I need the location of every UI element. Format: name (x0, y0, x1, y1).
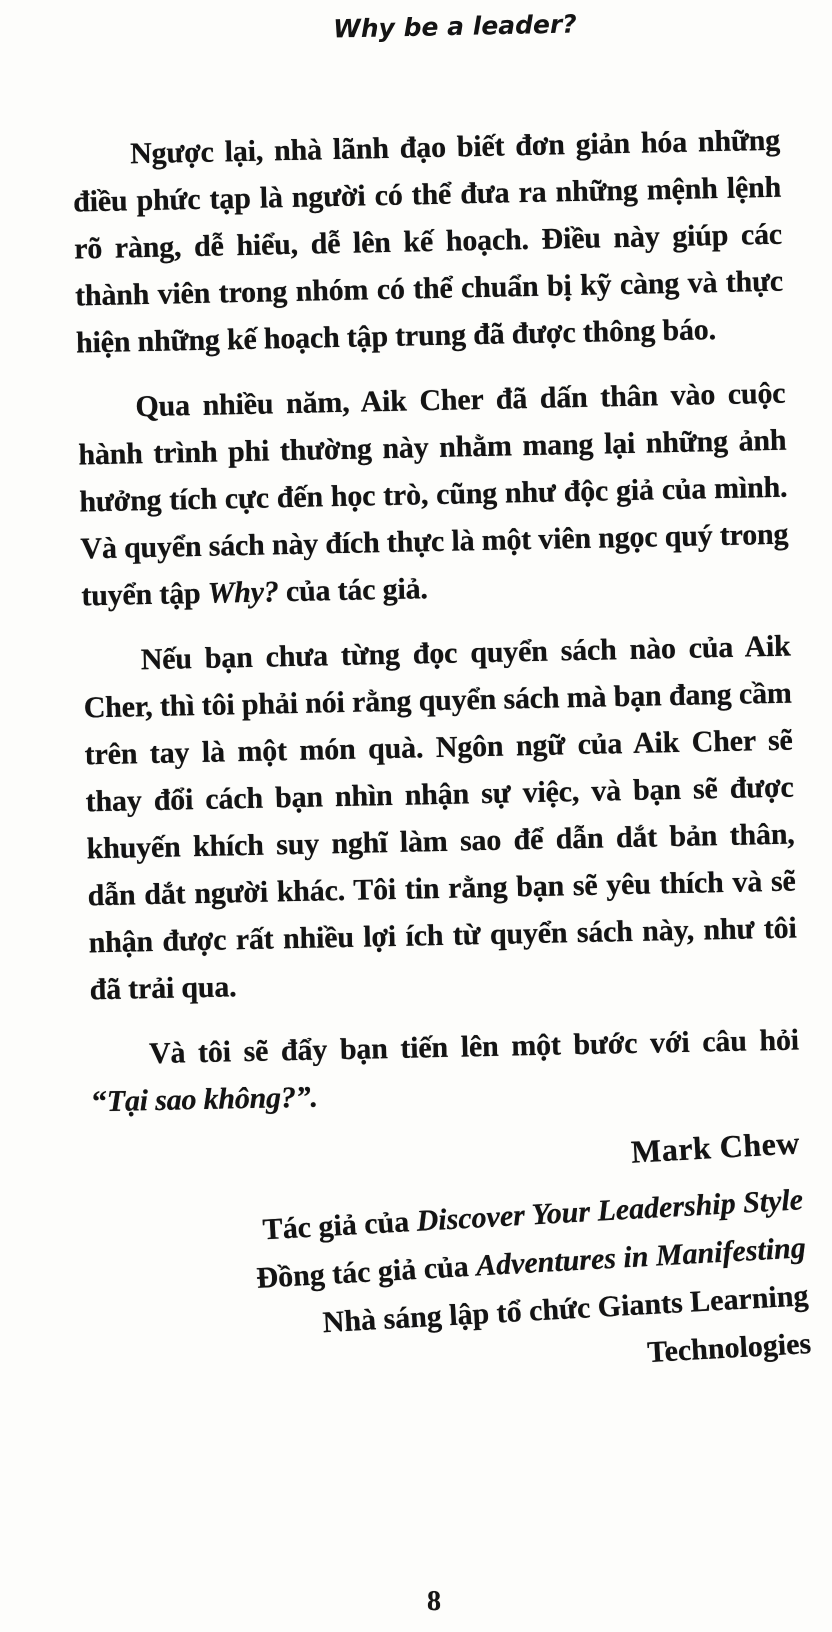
quoted-question: Tại sao không?”. (106, 1080, 319, 1118)
signature-name: Mark Chew (630, 1124, 801, 1170)
text-run: Tác giả của (261, 1204, 418, 1247)
body-text (72, 117, 801, 1126)
running-head-title: Why be a leader? (332, 9, 578, 44)
text-run: Technologies (646, 1327, 812, 1370)
text-run: Đồng tác giả của (255, 1249, 478, 1295)
page-number: 8 (427, 1586, 441, 1617)
text-run: Nhà sáng lập tổ chức Giants Learning (321, 1279, 810, 1340)
credit-book-title: Discover Your Leadership Style (415, 1183, 804, 1238)
text-run: Nếu bạn chưa từng đọc quyển sách nào của Aik Cher, thì tôi phải nói rằng quyển sách mà bạn đang cầm trên tay là một món quà. Ngôn ngữ của Aik Cher sẽ thay đổi cách bạn nhìn nhận sự việc, và bạn sẽ được khuyến khích suy nghĩ làm sao để dẫn dắt bản thân, dẫn dắt người khác. Tôi tin rằng bạn sẽ yêu thích và sẽ nhận được rất nhiều lợi ích từ quyển sách này, như tôi đã trải qua. (83, 629, 797, 1007)
paragraph-1 (72, 117, 785, 367)
paragraph-2 (77, 370, 790, 620)
paragraph-4 (91, 1016, 801, 1125)
signature-block (160, 1122, 813, 1403)
text-run: Và tôi sẽ đẩy bạn tiến lên một bước với câu hỏi “ (91, 1023, 800, 1119)
text-run: Ngược lại, nhà lãnh đạo biết đơn giản hóa những điều phức tạp là người có thể đưa ra những mệnh lệnh rõ ràng, dễ hiểu, dễ lên kế hoạch. Điều này giúp các thành viên trong nhóm có thể chuẩn bị kỹ càng và thực hiện những kế hoạch tập trung đã được thông báo. (72, 123, 784, 360)
paragraph-3 (82, 623, 798, 1014)
text-run: của tác giả. (278, 572, 428, 609)
credit-book-title: Adventures in Manifesting (475, 1231, 807, 1283)
series-title: Why? (207, 575, 279, 610)
text-run: Qua nhiều năm, Aik Cher đã dấn thân vào cuộc hành trình phi thường này nhằm mang lại những ảnh hưởng tích cực đến học trò, cũng như độc giả của mình. Và quyển sách này đích thực là một viên ngọc quý trong tuyển tập (78, 376, 789, 613)
